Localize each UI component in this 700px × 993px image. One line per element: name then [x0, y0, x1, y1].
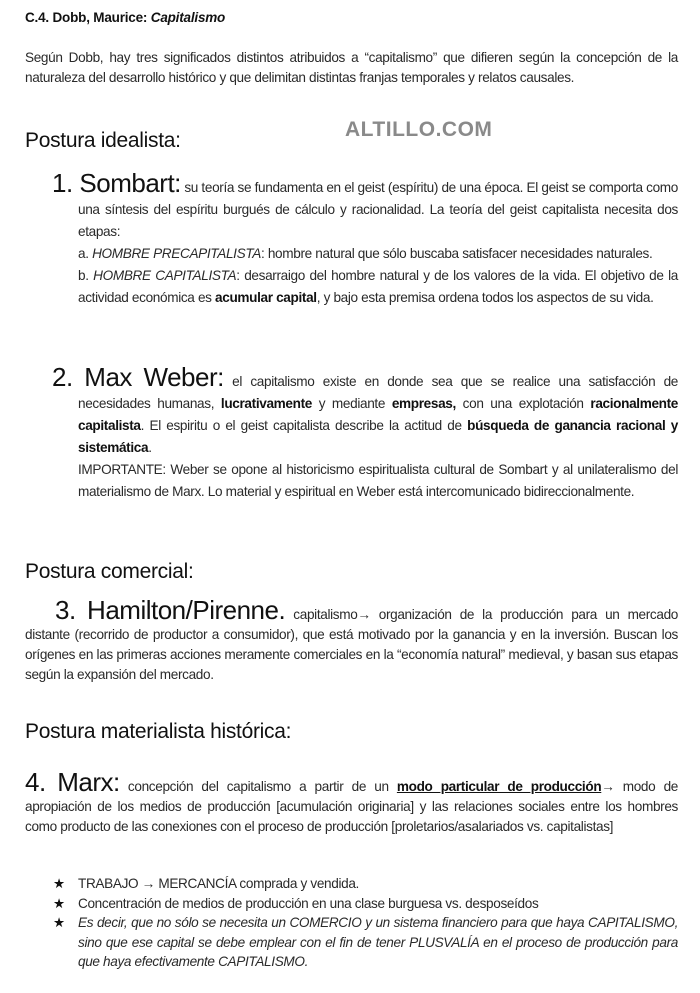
item-a-term: HOMBRE PRECAPITALISTA	[92, 246, 261, 261]
sombart-text: su teoría se fundamenta en el geist (espíritu) de una época. El geist se comporta como una síntesis del espíritu burgués de cálculo y racionalidad. La teoría del geist capitalista necesita dos etapas:	[78, 180, 678, 239]
hamilton-text: capitalismo→ organización de la producción para un mercado distante (recorrido de productor a consumidor), que está motivado por la ganancia y en la inversión. Buscan los orígenes en las primeras acciones meramente comerciales en la “economía natural” medieval, y basan sus etapas según la expansión del mercado.	[25, 607, 679, 682]
sombart-item	[52, 168, 678, 309]
marx-underlined: modo particular de producción	[396, 779, 602, 794]
intro-paragraph: Según Dobb, hay tres significados distintos atribuidos a “capitalismo” que difieren según la concepción de la naturaleza del desarrollo histórico y que delimitan distintas franjas temporales y relatos causales.	[25, 50, 678, 85]
weber-important-note: IMPORTANTE: Weber se opone al historicismo espiritualista cultural de Sombart y al unilateralismo del materialismo de Marx. Lo material y espiritual en Weber está intercomunicado bidireccionalmente.	[78, 462, 678, 499]
star-icon: ★	[53, 876, 65, 891]
sombart-lead: 1. Sombart:	[52, 168, 181, 198]
weber-text: .	[148, 440, 152, 455]
document-title	[25, 10, 225, 25]
section-heading-idealista: Postura idealista:	[25, 129, 181, 152]
bullet-item	[53, 894, 678, 914]
weber-bold: búsqueda de ganancia racional y sistemática	[78, 418, 678, 455]
marx-lead: 4. Marx:	[25, 767, 120, 797]
watermark-logo: ALTILLO.COM	[345, 118, 493, 141]
marx-item	[25, 767, 678, 837]
weber-text: el capitalismo existe en donde sea que se realice una satisfacción de necesidades humanas,	[78, 374, 678, 411]
bullet-text: TRABAJO → MERCANCÍA comprada y vendida.	[78, 876, 359, 891]
section-heading-comercial: Postura comercial:	[25, 560, 194, 583]
section-heading-materialista: Postura materialista histórica:	[25, 720, 292, 743]
weber-bold: racionalmente capitalista	[78, 396, 678, 433]
item-b-text: : desarraigo del hombre natural y de los valores de la vida. El objetivo de la actividad económica es	[78, 268, 678, 305]
item-b-prefix: b.	[78, 268, 94, 283]
star-icon: ★	[53, 915, 65, 930]
title-work: Capitalismo	[150, 10, 226, 25]
bullet-item	[53, 874, 678, 894]
weber-bold: empresas,	[391, 396, 456, 411]
item-a-text: : hombre natural que sólo buscaba satisfacer necesidades naturales.	[260, 246, 653, 261]
item-b-term: HOMBRE CAPITALISTA	[93, 268, 237, 283]
weber-text: y mediante	[311, 396, 392, 411]
item-a-prefix: a.	[78, 246, 93, 261]
bullet-text: Concentración de medios de producción en una clase burguesa vs. desposeídos	[78, 895, 539, 911]
bullet-item	[53, 913, 678, 972]
title-author: C.4. Dobb, Maurice:	[25, 10, 151, 25]
weber-bold: lucrativamente	[220, 396, 312, 411]
hamilton-item	[25, 595, 679, 685]
bullet-text: Es decir, que no sólo se necesita un COMERCIO y un sistema financiero para que haya CAPITALISMO, sino que ese capital se debe emplear con el fin de tener PLUSVALÍA en el proceso de producción para que haya efectivamente CAPITALISMO.	[78, 915, 678, 969]
marx-text: concepción del capitalismo a partir de un	[119, 779, 397, 794]
weber-text: con una explotación	[455, 396, 591, 411]
marx-bullet-list	[53, 874, 678, 972]
item-b-bold: acumular capital	[215, 290, 317, 305]
weber-item	[52, 362, 678, 503]
marx-text-cont: → modo de apropiación de los medios de producción [acumulación originaria] y las relaciones sociales entre los hombres como producto de las conexiones con el proceso de producción [proletarios/asalariados vs. capitalistas]	[25, 779, 678, 834]
star-icon: ★	[53, 895, 65, 911]
weber-lead: 2. Max Weber:	[52, 362, 224, 392]
weber-text: . El espiritu o el geist capitalista describe la actitud de	[140, 418, 468, 433]
item-b-text-end: , y bajo esta premisa ordena todos los aspectos de su vida.	[316, 290, 654, 305]
hamilton-lead: 3. Hamilton/Pirenne.	[55, 595, 286, 625]
